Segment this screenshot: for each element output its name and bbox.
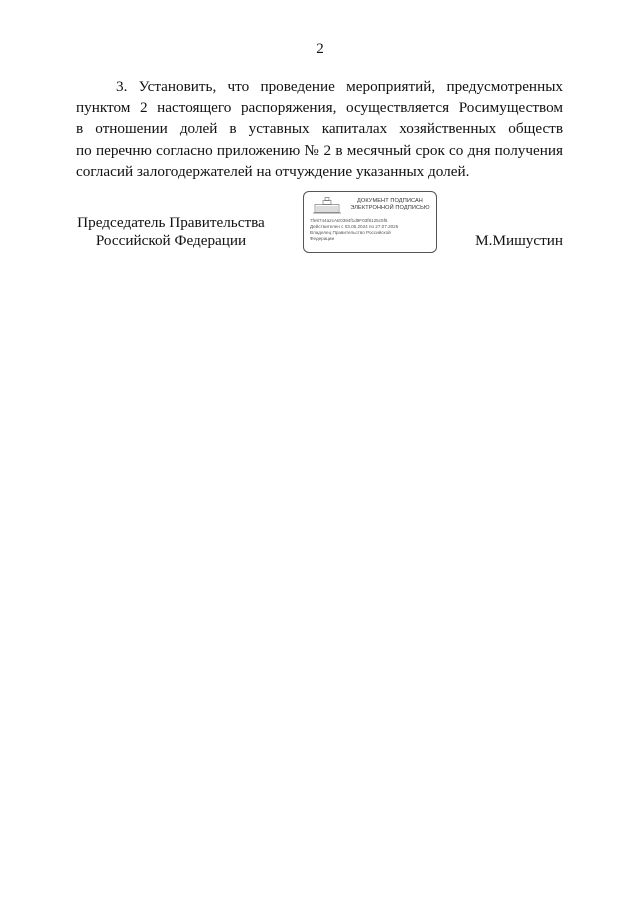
stamp-certificate: 7fe9744a2cAE0394f1d9F03f8125c5f6: [310, 218, 388, 223]
stamp-owner-line: Федерации: [310, 236, 335, 241]
stamp-heading-line: ЭЛЕКТРОННОЙ ПОДПИСЬЮ: [350, 205, 430, 211]
paragraph-line: по перечню согласно приложению № 2 в месячный срок со дня получения: [76, 141, 563, 159]
signer-title: [76, 214, 266, 250]
paragraph-line: 3. Установить, что проведение мероприятий, предусмотренных: [116, 78, 563, 95]
stamp-heading-line: ДОКУМЕНТ ПОДПИСАН: [357, 198, 423, 204]
signer-title-line: Российской Федерации: [95, 232, 247, 249]
signer-name: М.Мишустин: [475, 232, 563, 249]
signer-title-line: Председатель Правительства: [77, 214, 265, 231]
page-number: 2: [316, 41, 324, 57]
government-building-icon: [312, 197, 342, 215]
paragraph-line: пунктом 2 настоящего распоряжения, осуществляется Росимуществом: [76, 99, 563, 117]
stamp-validity: Действителен с 03.05.2024 по 27.07.2025: [310, 224, 399, 229]
paragraph-item-3: [76, 76, 563, 182]
electronic-signature-stamp: [303, 191, 437, 253]
stamp-heading: [344, 198, 436, 212]
paragraph-line: согласий залогодержателей на отчуждение указанных долей.: [76, 162, 470, 180]
stamp-owner-line: Владелец Правительство Российской: [310, 230, 391, 235]
stamp-details: [310, 218, 436, 242]
paragraph-line: в отношении долей в уставных капиталах хозяйственных обществ: [76, 120, 563, 138]
